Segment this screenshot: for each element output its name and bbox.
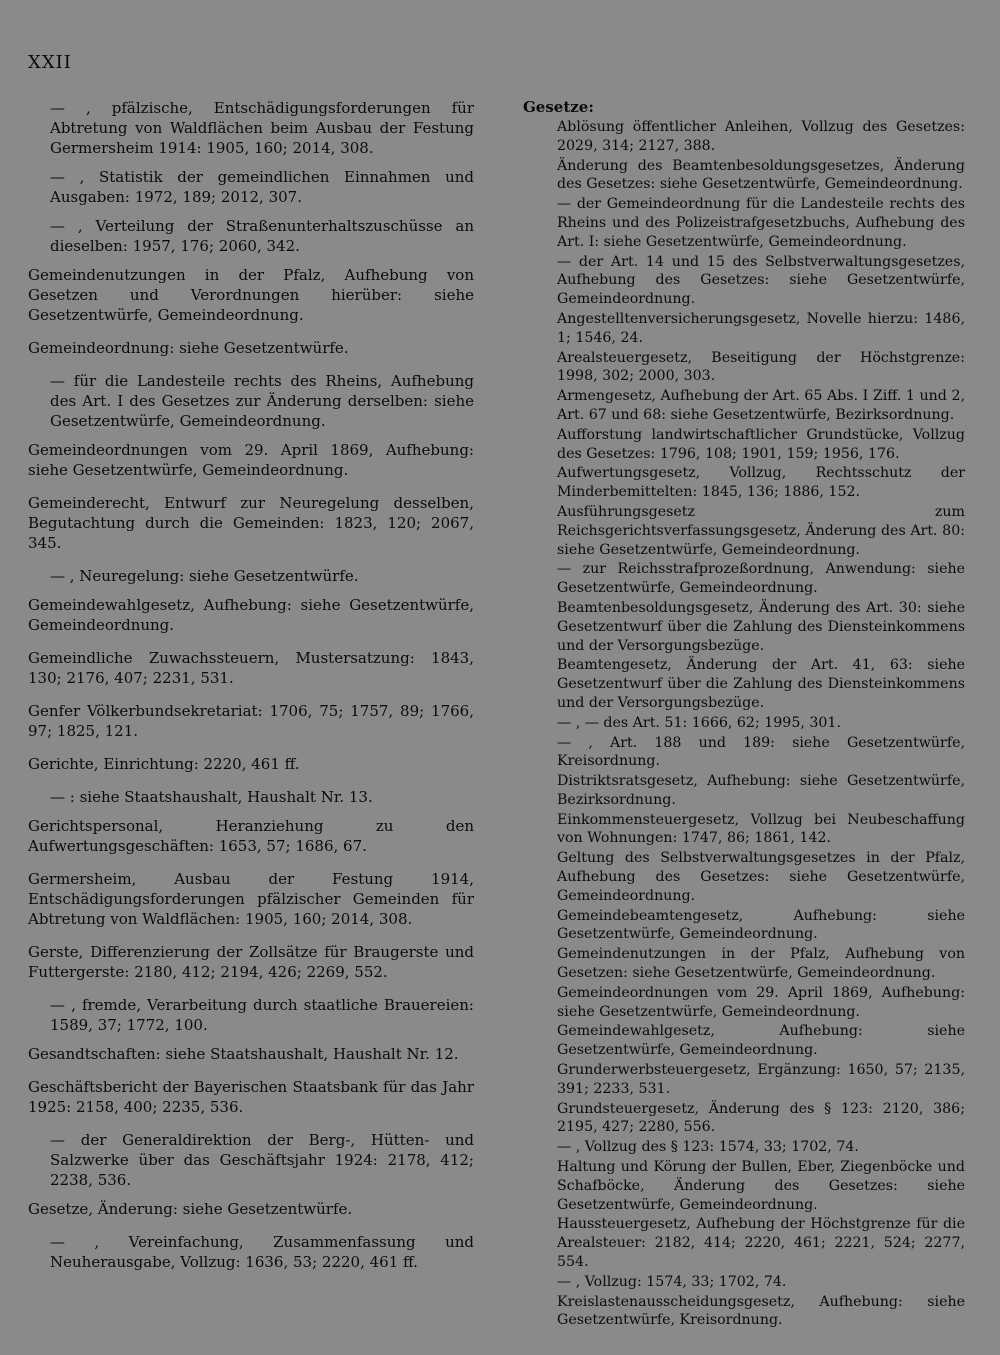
index-entry: — , Vollzug: 1574, 33; 1702, 74. — [557, 1273, 787, 1290]
index-entry: Beamtengesetz, Änderung der Art. 41, 63: siehe Gesetzentwurf über die Zahlung des Diensteinkommens und der Versorgungsbezüge. — [557, 657, 965, 711]
index-entry: Gesetze, Änderung: siehe Gesetzentwürfe. — [28, 1200, 353, 1218]
index-entry: Gemeindeordnungen vom 29. April 1869, Aufhebung: siehe Gesetzentwürfe, Gemeindeordnung. — [28, 441, 474, 479]
index-entry: — der Gemeindeordnung für die Landesteile rechts des Rheins und des Polizeistrafgesetzbuchs, Aufhebung des Art. I: siehe Gesetzentwürfe, Gemeindeordnung. — [557, 196, 965, 250]
index-entry: Haussteuergesetz, Aufhebung der Höchstgrenze für die Arealsteuer: 2182, 414; 2220, 461; 2221, 524; 2277, 554. — [557, 1216, 965, 1271]
index-entry: Gerichtspersonal, Heranziehung zu den Aufwertungsgeschäften: 1653, 57; 1686, 67. — [28, 817, 474, 855]
index-entry: Aufforstung landwirtschaftlicher Grundstücke, Vollzug des Gesetzes: 1796, 108; 1901, 159; 1956, 176. — [557, 426, 965, 462]
index-entry: — , — des Art. 51: 1666, 62; 1995, 301. — [557, 714, 841, 731]
index-entry: Arealsteuergesetz, Beseitigung der Höchstgrenze: 1998, 302; 2000, 303. — [557, 349, 965, 385]
right-column — [523, 98, 965, 1331]
right-entries — [523, 118, 965, 1330]
index-entry: Gemeindeordnungen vom 29. April 1869, Aufhebung: siehe Gesetzentwürfe, Gemeindeordnung. — [557, 984, 965, 1020]
index-entry: — , pfälzische, Entschädigungsforderungen für Abtretung von Waldflächen beim Ausbau der Festung Germersheim 1914: 1905, 160; 2014, 308. — [50, 99, 474, 157]
page-number: XXII — [28, 52, 72, 73]
index-entry: Gesandtschaften: siehe Staatshaushalt, Haushalt Nr. 12. — [28, 1045, 459, 1063]
index-entry: Grunderwerbsteuergesetz, Ergänzung: 1650, 57; 2135, 391; 2233, 531. — [557, 1062, 965, 1097]
section-heading: Gesetze: — [523, 98, 594, 116]
index-entry: Änderung des Beamtenbesoldungsgesetzes, Änderung des Gesetzes: siehe Gesetzentwürfe, Gemeindeordnung. — [557, 157, 965, 193]
index-entry: Gemeindewahlgesetz, Aufhebung: siehe Gesetzentwürfe, Gemeindeordnung. — [557, 1023, 965, 1059]
index-entry: Genfer Völkerbundsekretariat: 1706, 75; 1757, 89; 1766, 97; 1825, 121. — [28, 702, 474, 740]
index-entry: Einkommensteuergesetz, Vollzug bei Neubeschaffung von Wohnungen: 1747, 86; 1861, 142. — [557, 811, 965, 847]
index-entry: — , Neuregelung: siehe Gesetzentwürfe. — [50, 567, 359, 585]
index-entry: Geschäftsbericht der Bayerischen Staatsbank für das Jahr 1925: 2158, 400; 2235, 536. — [28, 1078, 474, 1116]
index-entry: Angestelltenversicherungsgesetz, Novelle hierzu: 1486, 1; 1546, 24. — [557, 310, 965, 346]
index-entry: — , Vereinfachung, Zusammenfassung und Neuherausgabe, Vollzug: 1636, 53; 2220, 461 ff. — [50, 1233, 474, 1271]
index-entry: Gemeindeordnung: siehe Gesetzentwürfe. — [28, 339, 349, 357]
index-entry: Gemeinderecht, Entwurf zur Neuregelung desselben, Begutachtung durch die Gemeinden: 1823, 120; 2067, 345. — [28, 494, 474, 552]
index-entry: Gemeindebeamtengesetz, Aufhebung: siehe Gesetzentwürfe, Gemeindeordnung. — [557, 907, 965, 943]
index-entry: Beamtenbesoldungsgesetz, Änderung des Art. 30: siehe Gesetzentwurf über die Zahlung des Diensteinkommens und der Versorgungsbezüge. — [557, 599, 965, 654]
index-entry: — , Verteilung der Straßenunterhaltszuschüsse an dieselben: 1957, 176; 2060, 342. — [50, 217, 474, 255]
index-entry: Haltung und Körung der Bullen, Eber, Ziegenböcke und Schafböcke, Änderung des Gesetzes: siehe Gesetzentwürfe, Gemeindeordnung. — [557, 1159, 965, 1213]
index-entry: Gerste, Differenzierung der Zollsätze für Braugerste und Futtergerste: 2180, 412; 2194, 426; 2269, 552. — [28, 943, 474, 981]
index-entry: Gemeindenutzungen in der Pfalz, Aufhebung von Gesetzen und Verordnungen hierüber: siehe Gesetzentwürfe, Gemeindeordnung. — [28, 266, 474, 324]
index-entry: — : siehe Staatshaushalt, Haushalt Nr. 13. — [50, 788, 373, 806]
index-entry: Gerichte, Einrichtung: 2220, 461 ff. — [28, 755, 300, 773]
index-entry: Gemeindewahlgesetz, Aufhebung: siehe Gesetzentwürfe, Gemeindeordnung. — [28, 596, 474, 634]
index-entry: — zur Reichsstrafprozeßordnung, Anwendung: siehe Gesetzentwürfe, Gemeindeordnung. — [557, 561, 965, 597]
index-entry: Gemeindliche Zuwachssteuern, Mustersatzung: 1843, 130; 2176, 407; 2231, 531. — [28, 649, 474, 687]
index-entry: — der Art. 14 und 15 des Selbstverwaltungsgesetzes, Aufhebung des Gesetzes: siehe Gesetzentwürfe, Gemeindeordnung. — [557, 253, 965, 308]
index-entry: — , Statistik der gemeindlichen Einnahmen und Ausgaben: 1972, 189; 2012, 307. — [50, 168, 474, 206]
index-entry: — , fremde, Verarbeitung durch staatliche Brauereien: 1589, 37; 1772, 100. — [50, 996, 474, 1034]
index-entry: Grundsteuergesetz, Änderung des § 123: 2120, 386; 2195, 427; 2280, 556. — [557, 1100, 965, 1136]
index-entry: Distriktsratsgesetz, Aufhebung: siehe Gesetzentwürfe, Bezirksordnung. — [557, 773, 965, 808]
index-entry: Aufwertungsgesetz, Vollzug, Rechtsschutz der Minderbemittelten: 1845, 136; 1886, 152. — [557, 465, 965, 501]
index-entry: Gemeindenutzungen in der Pfalz, Aufhebung von Gesetzen: siehe Gesetzentwürfe, Gemeindeordnung. — [557, 946, 965, 982]
index-entry: Ablösung öffentlicher Anleihen, Vollzug des Gesetzes: 2029, 314; 2127, 388. — [557, 119, 965, 154]
left-column — [28, 98, 474, 1281]
index-entry: — , Vollzug des § 123: 1574, 33; 1702, 74. — [557, 1139, 859, 1156]
index-entry: — für die Landesteile rechts des Rheins, Aufhebung des Art. I des Gesetzes zur Änderung derselben: siehe Gesetzentwürfe, Gemeindeordnung. — [50, 372, 474, 430]
index-entry: Ausführungsgesetz zum Reichsgerichtsverfassungsgesetz, Änderung des Art. 80: siehe Gesetzentwürfe, Gemeindeordnung. — [557, 503, 965, 558]
index-entry: Armengesetz, Aufhebung der Art. 65 Abs. I Ziff. 1 und 2, Art. 67 und 68: siehe Gesetzentwürfe, Bezirksordnung. — [557, 388, 965, 423]
index-entry: — , Art. 188 und 189: siehe Gesetzentwürfe, Kreisordnung. — [557, 734, 965, 770]
index-entry: Geltung des Selbstverwaltungsgesetzes in der Pfalz, Aufhebung des Gesetzes: siehe Gesetzentwürfe, Gemeindeordnung. — [557, 850, 965, 904]
index-entry: Germersheim, Ausbau der Festung 1914, Entschädigungsforderungen pfälzischer Gemeinden für Abtretung von Waldflächen: 1905, 160; 2014, 308. — [28, 870, 474, 928]
index-entry: — der Generaldirektion der Berg-, Hütten- und Salzwerke über das Geschäftsjahr 1924: 2178, 412; 2238, 536. — [50, 1131, 474, 1189]
index-entry: Kreislastenausscheidungsgesetz, Aufhebung: siehe Gesetzentwürfe, Kreisordnung. — [557, 1293, 965, 1329]
